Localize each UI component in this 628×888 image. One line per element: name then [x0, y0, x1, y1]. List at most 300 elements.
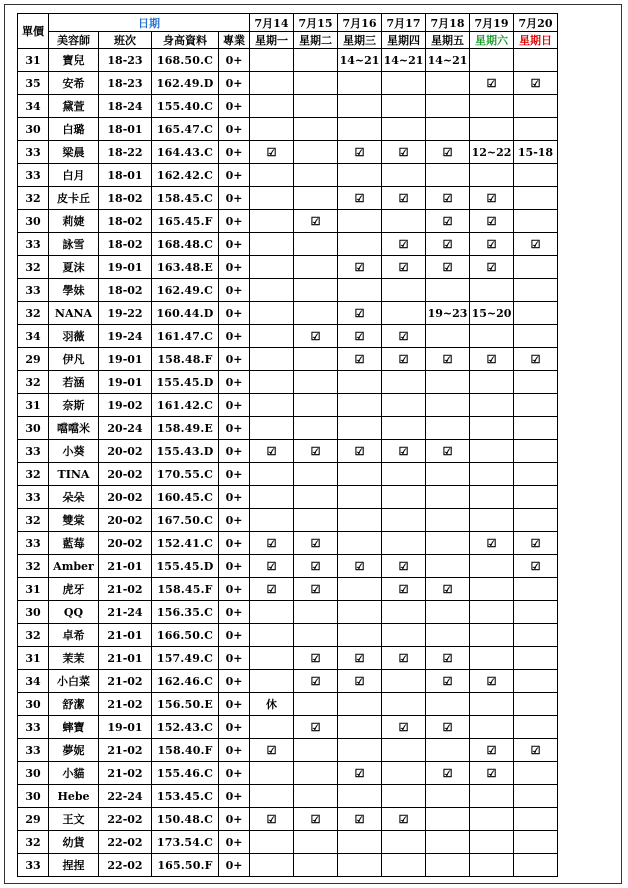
schedule-check-cell: ☑	[382, 440, 426, 463]
schedule-cell	[382, 95, 426, 118]
table-row	[18, 141, 558, 164]
schedule-cell	[514, 256, 558, 279]
schedule-cell	[250, 785, 294, 808]
schedule-check-cell: ☑	[426, 256, 470, 279]
class-cell: 18-23	[99, 49, 152, 72]
schedule-check-cell: ☑	[470, 532, 514, 555]
price-cell: 30	[18, 210, 49, 233]
weekday-header: 星期五	[426, 32, 470, 49]
class-cell: 20-02	[99, 463, 152, 486]
height-cell: 155.43.D	[152, 440, 219, 463]
schedule-cell	[470, 417, 514, 440]
stylist-name-cell: 王文	[49, 808, 99, 831]
schedule-cell	[470, 693, 514, 716]
schedule-cell: 14~21	[382, 49, 426, 72]
skill-cell: 0+	[219, 118, 250, 141]
class-cell: 19-01	[99, 371, 152, 394]
schedule-cell	[426, 279, 470, 302]
schedule-cell	[514, 394, 558, 417]
stylist-name-cell: 舒潔	[49, 693, 99, 716]
schedule-cell	[382, 601, 426, 624]
skill-cell: 0+	[219, 440, 250, 463]
schedule-check-cell: ☑	[382, 555, 426, 578]
schedule-cell	[294, 95, 338, 118]
class-header: 班次	[99, 32, 152, 49]
class-cell: 22-02	[99, 831, 152, 854]
height-cell: 155.45.D	[152, 555, 219, 578]
schedule-cell	[514, 693, 558, 716]
stylist-name-cell: NANA	[49, 302, 99, 325]
schedule-check-cell: ☑	[294, 532, 338, 555]
skill-cell: 0+	[219, 647, 250, 670]
schedule-cell	[250, 624, 294, 647]
price-cell: 32	[18, 256, 49, 279]
class-cell: 21-02	[99, 693, 152, 716]
price-cell: 33	[18, 486, 49, 509]
skill-cell: 0+	[219, 279, 250, 302]
skill-cell: 0+	[219, 739, 250, 762]
schedule-check-cell: ☑	[514, 532, 558, 555]
height-cell: 158.40.F	[152, 739, 219, 762]
schedule-cell	[294, 118, 338, 141]
schedule-cell	[470, 486, 514, 509]
schedule-cell	[338, 486, 382, 509]
schedule-check-cell: ☑	[382, 578, 426, 601]
schedule-check-cell: ☑	[426, 578, 470, 601]
stylist-name-cell: 朵朵	[49, 486, 99, 509]
price-cell: 32	[18, 624, 49, 647]
stylist-name-cell: 寶兒	[49, 49, 99, 72]
schedule-cell	[426, 417, 470, 440]
schedule-cell	[514, 440, 558, 463]
class-cell: 18-24	[99, 95, 152, 118]
price-cell: 32	[18, 371, 49, 394]
schedule-cell	[514, 279, 558, 302]
price-cell: 29	[18, 808, 49, 831]
schedule-cell: 15-18	[514, 141, 558, 164]
table-row	[18, 716, 558, 739]
class-cell: 21-02	[99, 578, 152, 601]
skill-cell: 0+	[219, 601, 250, 624]
date-header: 7月16	[338, 14, 382, 32]
schedule-check-cell: ☑	[470, 210, 514, 233]
price-cell: 30	[18, 118, 49, 141]
class-cell: 20-02	[99, 532, 152, 555]
weekday-header: 星期二	[294, 32, 338, 49]
schedule-cell	[426, 509, 470, 532]
class-cell: 21-24	[99, 601, 152, 624]
class-cell: 22-02	[99, 854, 152, 877]
schedule-check-cell: ☑	[514, 72, 558, 95]
table-row	[18, 555, 558, 578]
schedule-cell	[250, 716, 294, 739]
schedule-cell	[426, 693, 470, 716]
schedule-check-cell: ☑	[382, 233, 426, 256]
schedule-check-cell: ☑	[338, 187, 382, 210]
schedule-cell	[338, 509, 382, 532]
schedule-cell	[470, 578, 514, 601]
price-header: 單價	[18, 14, 49, 49]
date-header: 7月17	[382, 14, 426, 32]
table-row	[18, 486, 558, 509]
schedule-check-cell: ☑	[470, 256, 514, 279]
schedule-cell	[250, 417, 294, 440]
schedule-cell	[294, 302, 338, 325]
table-row	[18, 371, 558, 394]
schedule-cell	[426, 532, 470, 555]
table-row	[18, 118, 558, 141]
height-cell: 158.49.E	[152, 417, 219, 440]
schedule-check-cell: ☑	[470, 233, 514, 256]
skill-cell: 0+	[219, 624, 250, 647]
height-cell: 164.43.C	[152, 141, 219, 164]
schedule-cell	[426, 118, 470, 141]
schedule-cell	[382, 302, 426, 325]
skill-cell: 0+	[219, 417, 250, 440]
schedule-cell	[294, 624, 338, 647]
schedule-cell	[514, 808, 558, 831]
class-cell: 21-01	[99, 647, 152, 670]
schedule-cell: 19~23	[426, 302, 470, 325]
schedule-check-cell: ☑	[338, 256, 382, 279]
schedule-cell: 14~21	[338, 49, 382, 72]
stylist-name-cell: 詠雪	[49, 233, 99, 256]
stylist-name-cell: Amber	[49, 555, 99, 578]
height-cell: 168.48.C	[152, 233, 219, 256]
skill-cell: 0+	[219, 463, 250, 486]
class-cell: 19-22	[99, 302, 152, 325]
schedule-check-cell: ☑	[250, 578, 294, 601]
stylist-name-cell: 小葵	[49, 440, 99, 463]
schedule-cell	[426, 95, 470, 118]
class-cell: 18-02	[99, 233, 152, 256]
class-cell: 21-02	[99, 670, 152, 693]
schedule-cell	[514, 49, 558, 72]
height-cell: 168.50.C	[152, 49, 219, 72]
schedule-check-cell: ☑	[250, 141, 294, 164]
class-cell: 19-01	[99, 348, 152, 371]
height-cell: 162.49.D	[152, 72, 219, 95]
schedule-cell	[514, 325, 558, 348]
schedule-cell	[426, 808, 470, 831]
schedule-cell	[338, 72, 382, 95]
schedule-cell	[382, 210, 426, 233]
height-cell: 157.49.C	[152, 647, 219, 670]
stylist-name-cell: 卓希	[49, 624, 99, 647]
schedule-check-cell: ☑	[294, 210, 338, 233]
class-cell: 22-24	[99, 785, 152, 808]
skill-cell: 0+	[219, 670, 250, 693]
schedule-cell	[382, 417, 426, 440]
schedule-check-cell: ☑	[294, 808, 338, 831]
schedule-cell	[470, 164, 514, 187]
schedule-cell	[382, 762, 426, 785]
height-cell: 161.47.C	[152, 325, 219, 348]
class-cell: 19-01	[99, 716, 152, 739]
skill-cell: 0+	[219, 716, 250, 739]
schedule-cell	[470, 49, 514, 72]
skill-cell: 0+	[219, 210, 250, 233]
height-cell: 162.49.C	[152, 279, 219, 302]
schedule-cell	[382, 854, 426, 877]
schedule-check-cell: ☑	[294, 325, 338, 348]
schedule-check-cell: ☑	[426, 233, 470, 256]
skill-cell: 0+	[219, 302, 250, 325]
skill-cell: 0+	[219, 486, 250, 509]
schedule-check-cell: ☑	[426, 348, 470, 371]
schedule-cell	[338, 601, 382, 624]
schedule-cell	[470, 279, 514, 302]
skill-cell: 0+	[219, 348, 250, 371]
schedule-cell	[382, 164, 426, 187]
schedule-check-cell: ☑	[338, 348, 382, 371]
price-cell: 33	[18, 532, 49, 555]
schedule-cell	[250, 670, 294, 693]
schedule-cell	[382, 785, 426, 808]
schedule-cell	[426, 371, 470, 394]
schedule-check-cell: ☑	[294, 670, 338, 693]
class-cell: 19-02	[99, 394, 152, 417]
schedule-check-cell: ☑	[426, 141, 470, 164]
height-cell: 161.42.C	[152, 394, 219, 417]
schedule-check-cell: ☑	[294, 716, 338, 739]
schedule-cell: 14~21	[426, 49, 470, 72]
weekday-header-saturday: 星期六	[470, 32, 514, 49]
class-cell: 20-02	[99, 440, 152, 463]
schedule-table	[17, 13, 558, 877]
stylist-name-cell: TINA	[49, 463, 99, 486]
schedule-check-cell: ☑	[514, 233, 558, 256]
schedule-check-cell: ☑	[338, 762, 382, 785]
schedule-check-cell: ☑	[338, 555, 382, 578]
weekday-header: 星期三	[338, 32, 382, 49]
table-row	[18, 279, 558, 302]
table-row	[18, 440, 558, 463]
schedule-cell	[294, 279, 338, 302]
schedule-cell	[338, 371, 382, 394]
schedule-cell	[338, 831, 382, 854]
schedule-cell	[382, 739, 426, 762]
schedule-cell	[250, 348, 294, 371]
schedule-cell	[426, 486, 470, 509]
schedule-cell	[470, 325, 514, 348]
price-cell: 30	[18, 762, 49, 785]
schedule-check-cell: ☑	[250, 555, 294, 578]
height-cell: 158.45.F	[152, 578, 219, 601]
schedule-cell	[470, 854, 514, 877]
schedule-cell	[250, 394, 294, 417]
schedule-cell	[426, 624, 470, 647]
schedule-cell	[250, 187, 294, 210]
table-row	[18, 762, 558, 785]
height-cell: 153.45.C	[152, 785, 219, 808]
stylist-name-cell: 蟀寶	[49, 716, 99, 739]
table-row	[18, 693, 558, 716]
class-cell: 18-23	[99, 72, 152, 95]
class-cell: 18-01	[99, 118, 152, 141]
schedule-cell	[250, 854, 294, 877]
schedule-cell	[294, 187, 338, 210]
schedule-cell: 12~22	[470, 141, 514, 164]
schedule-cell	[514, 854, 558, 877]
price-cell: 33	[18, 854, 49, 877]
stylist-name-cell: 羽薇	[49, 325, 99, 348]
schedule-cell	[382, 831, 426, 854]
table-row	[18, 49, 558, 72]
schedule-cell	[294, 371, 338, 394]
schedule-cell	[294, 348, 338, 371]
schedule-cell	[470, 394, 514, 417]
schedule-cell	[294, 739, 338, 762]
schedule-cell	[514, 624, 558, 647]
schedule-cell	[338, 716, 382, 739]
schedule-cell	[250, 463, 294, 486]
stylist-name-cell: 夢妮	[49, 739, 99, 762]
skill-cell: 0+	[219, 95, 250, 118]
height-cell: 160.44.D	[152, 302, 219, 325]
table-row	[18, 95, 558, 118]
schedule-cell	[294, 509, 338, 532]
schedule-check-cell: ☑	[338, 141, 382, 164]
schedule-cell	[250, 831, 294, 854]
date-header: 7月15	[294, 14, 338, 32]
schedule-cell	[514, 578, 558, 601]
schedule-check-cell: ☑	[470, 348, 514, 371]
skill-header: 專業	[219, 32, 250, 49]
stylist-name-cell: 梁晨	[49, 141, 99, 164]
schedule-cell	[382, 371, 426, 394]
table-row	[18, 302, 558, 325]
schedule-cell	[250, 118, 294, 141]
table-row	[18, 509, 558, 532]
height-cell: 170.55.C	[152, 463, 219, 486]
schedule-check-cell: ☑	[426, 762, 470, 785]
price-cell: 31	[18, 49, 49, 72]
schedule-cell	[514, 118, 558, 141]
height-cell: 162.42.C	[152, 164, 219, 187]
stylist-name-cell: 茉茉	[49, 647, 99, 670]
schedule-cell	[426, 785, 470, 808]
table-row	[18, 578, 558, 601]
price-cell: 34	[18, 325, 49, 348]
date-header: 7月14	[250, 14, 294, 32]
class-cell: 21-02	[99, 762, 152, 785]
schedule-cell	[470, 371, 514, 394]
table-row	[18, 325, 558, 348]
schedule-check-cell: ☑	[382, 141, 426, 164]
schedule-cell	[250, 256, 294, 279]
stylist-name-cell: 黛萱	[49, 95, 99, 118]
table-row	[18, 164, 558, 187]
height-cell: 166.50.C	[152, 624, 219, 647]
schedule-cell	[470, 785, 514, 808]
table-row	[18, 72, 558, 95]
table-row	[18, 394, 558, 417]
class-cell: 18-22	[99, 141, 152, 164]
table-row	[18, 808, 558, 831]
schedule-cell	[294, 854, 338, 877]
schedule-check-cell: ☑	[294, 440, 338, 463]
schedule-cell	[250, 279, 294, 302]
schedule-cell	[294, 72, 338, 95]
height-cell: 155.40.C	[152, 95, 219, 118]
schedule-cell	[338, 233, 382, 256]
schedule-cell	[294, 394, 338, 417]
class-cell: 18-02	[99, 210, 152, 233]
price-cell: 34	[18, 95, 49, 118]
schedule-cell	[514, 371, 558, 394]
class-cell: 21-02	[99, 739, 152, 762]
schedule-cell	[250, 302, 294, 325]
schedule-cell	[294, 233, 338, 256]
schedule-cell	[382, 72, 426, 95]
stylist-name-cell: 藍莓	[49, 532, 99, 555]
schedule-cell	[338, 164, 382, 187]
schedule-check-cell: ☑	[338, 325, 382, 348]
class-cell: 20-02	[99, 509, 152, 532]
schedule-cell	[338, 210, 382, 233]
schedule-cell	[294, 693, 338, 716]
schedule-cell	[382, 118, 426, 141]
skill-cell: 0+	[219, 72, 250, 95]
skill-cell: 0+	[219, 578, 250, 601]
class-cell: 19-01	[99, 256, 152, 279]
stylist-name-cell: 幼貨	[49, 831, 99, 854]
schedule-check-cell: ☑	[514, 739, 558, 762]
schedule-cell	[338, 578, 382, 601]
date-header: 7月18	[426, 14, 470, 32]
stylist-name-cell: 若涵	[49, 371, 99, 394]
schedule-check-cell: ☑	[382, 716, 426, 739]
stylist-name-cell: 捏捏	[49, 854, 99, 877]
height-cell: 173.54.C	[152, 831, 219, 854]
schedule-cell	[294, 831, 338, 854]
schedule-cell	[250, 72, 294, 95]
weekday-header: 星期一	[250, 32, 294, 49]
table-row	[18, 532, 558, 555]
schedule-check-cell: ☑	[338, 808, 382, 831]
height-cell: 165.47.C	[152, 118, 219, 141]
schedule-cell	[470, 624, 514, 647]
price-cell: 33	[18, 716, 49, 739]
schedule-check-cell: ☑	[426, 647, 470, 670]
stylist-name-cell: QQ	[49, 601, 99, 624]
schedule-check-cell: ☑	[426, 670, 470, 693]
price-cell: 30	[18, 693, 49, 716]
schedule-check-cell: ☑	[426, 716, 470, 739]
schedule-cell	[470, 716, 514, 739]
table-row	[18, 624, 558, 647]
schedule-cell	[250, 210, 294, 233]
schedule-check-cell: ☑	[338, 670, 382, 693]
schedule-cell	[426, 463, 470, 486]
schedule-check-cell: ☑	[470, 670, 514, 693]
skill-cell: 0+	[219, 693, 250, 716]
schedule-cell	[294, 463, 338, 486]
skill-cell: 0+	[219, 808, 250, 831]
price-cell: 31	[18, 647, 49, 670]
schedule-cell	[514, 601, 558, 624]
stylist-name-cell: 奈斯	[49, 394, 99, 417]
height-cell: 158.45.C	[152, 187, 219, 210]
schedule-cell	[382, 670, 426, 693]
schedule-check-cell: ☑	[382, 325, 426, 348]
height-cell: 156.35.C	[152, 601, 219, 624]
schedule-cell	[338, 394, 382, 417]
schedule-cell	[514, 95, 558, 118]
schedule-check-cell: ☑	[426, 440, 470, 463]
schedule-cell	[382, 486, 426, 509]
